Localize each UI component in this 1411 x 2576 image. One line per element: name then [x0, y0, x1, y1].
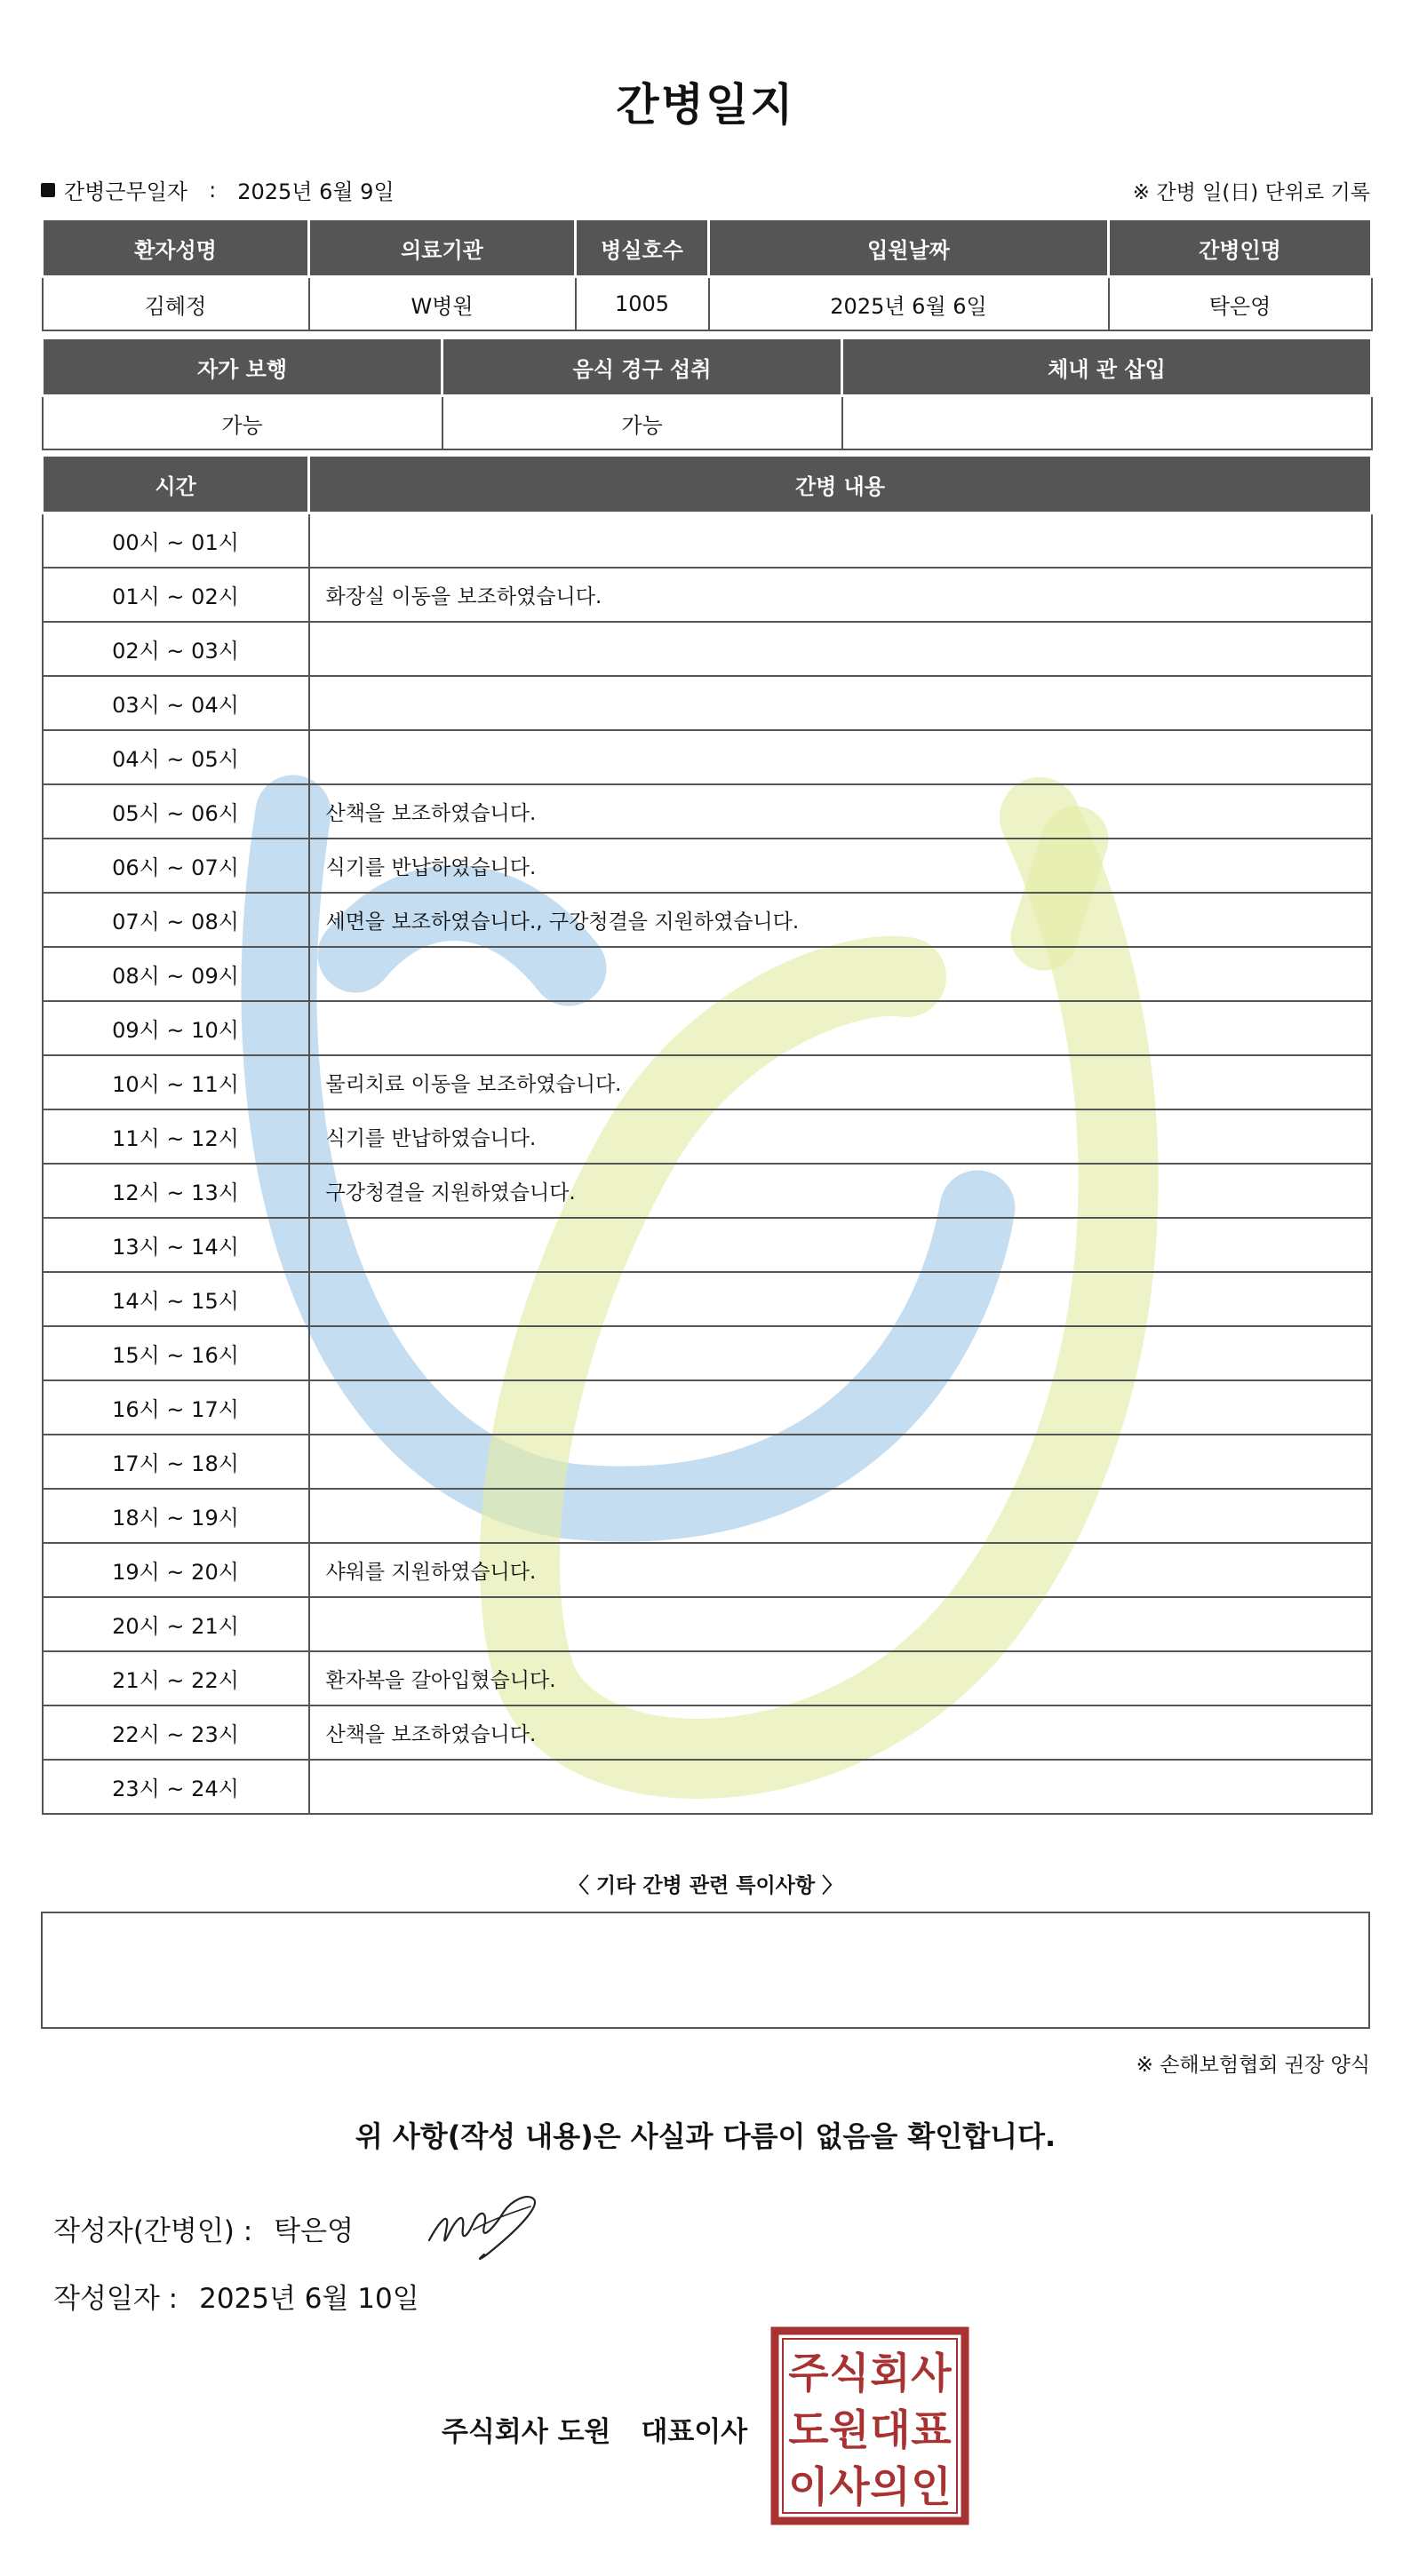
care-log-row	[43, 1001, 1372, 1055]
care-log-content-field[interactable]	[309, 622, 1372, 676]
care-log-time: 04시 ~ 05시	[43, 730, 309, 784]
care-log-content-field[interactable]	[309, 1489, 1372, 1543]
seal-character: 이	[788, 2463, 829, 2512]
care-log-time: 03시 ~ 04시	[43, 676, 309, 730]
care-log-time: 01시 ~ 02시	[43, 568, 309, 622]
seal-character: 대	[870, 2406, 911, 2455]
care-log-row	[43, 568, 1372, 622]
care-log-row	[43, 730, 1372, 784]
seal-character: 사	[911, 2349, 952, 2398]
hospital-field[interactable]: W병원	[309, 277, 576, 331]
oral-intake-field[interactable]: 가능	[442, 396, 842, 450]
care-log-content-field[interactable]	[309, 1326, 1372, 1380]
header-hospital: 의료기관	[309, 220, 576, 277]
care-log-row	[43, 1164, 1372, 1218]
care-log-time: 22시 ~ 23시	[43, 1705, 309, 1760]
care-log-row	[43, 1380, 1372, 1435]
seal-character: 의	[870, 2463, 911, 2512]
patient-name-field[interactable]: 김혜정	[43, 277, 309, 331]
care-log-row	[43, 1705, 1372, 1760]
seal-character: 식	[829, 2349, 870, 2398]
care-log-content-field[interactable]	[309, 1760, 1372, 1814]
written-date-label: 작성일자 :	[53, 2283, 179, 2315]
care-log-time: 15시 ~ 16시	[43, 1326, 309, 1380]
work-date-separator: :	[209, 177, 217, 203]
writer-name: 탁은영	[274, 2215, 355, 2247]
header-room-number: 병실호수	[576, 220, 709, 277]
written-date-value: 2025년 6월 10일	[199, 2283, 419, 2315]
hourly-care-log-table	[41, 457, 1373, 1815]
care-log-time: 19시 ~ 20시	[43, 1543, 309, 1597]
seal-character: 도	[788, 2406, 829, 2455]
care-log-content-field[interactable]	[309, 1001, 1372, 1055]
care-log-time: 14시 ~ 15시	[43, 1272, 309, 1326]
notice-title: 〈 기타 간병 관련 특이사항 〉	[568, 1874, 843, 1897]
header-tube-insertion: 체내 관 삽입	[842, 339, 1372, 396]
care-log-content-field[interactable]	[309, 513, 1372, 568]
daily-record-note: ※ 간병 일(日) 단위로 기록	[1132, 181, 1370, 204]
care-log-row	[43, 1489, 1372, 1543]
care-log-content-field[interactable]	[309, 1272, 1372, 1326]
care-log-header-row	[43, 457, 1372, 513]
header-care-content: 간병 내용	[309, 457, 1372, 513]
seal-character: 인	[911, 2463, 952, 2512]
care-log-row	[43, 1651, 1372, 1705]
patient-status-table	[41, 339, 1373, 450]
care-log-content-field[interactable]: 식기를 반납하였습니다.	[309, 839, 1372, 893]
care-log-time: 21시 ~ 22시	[43, 1651, 309, 1705]
patient-info-table	[41, 220, 1373, 331]
care-log-time: 12시 ~ 13시	[43, 1164, 309, 1218]
seal-character: 사	[829, 2463, 870, 2512]
work-date-label: 간병근무일자	[64, 179, 188, 204]
care-log-row	[43, 784, 1372, 839]
header-oral-intake: 음식 경구 섭취	[442, 339, 842, 396]
seal-character: 표	[911, 2406, 952, 2455]
patient-info-header-row	[43, 220, 1372, 277]
care-log-content-field[interactable]: 식기를 반납하였습니다.	[309, 1109, 1372, 1164]
care-log-content-field[interactable]	[309, 1380, 1372, 1435]
status-header-row	[43, 339, 1372, 396]
care-log-time: 06시 ~ 07시	[43, 839, 309, 893]
care-log-row	[43, 1218, 1372, 1272]
care-log-body	[43, 513, 1372, 1815]
care-log-row	[43, 1272, 1372, 1326]
work-date-row	[41, 174, 395, 205]
care-log-row	[43, 1597, 1372, 1651]
writer-row	[53, 2208, 354, 2248]
page-title: 간병일지	[616, 79, 795, 131]
writer-label: 작성자(간병인) :	[53, 2215, 253, 2247]
header-time: 시간	[43, 457, 309, 513]
care-log-row	[43, 1109, 1372, 1164]
care-log-row	[43, 1326, 1372, 1380]
care-log-time: 18시 ~ 19시	[43, 1489, 309, 1543]
care-log-time: 00시 ~ 01시	[43, 513, 309, 568]
self-walking-field[interactable]: 가능	[43, 396, 442, 450]
handwritten-signature	[422, 2185, 546, 2265]
care-log-content-field[interactable]	[309, 1597, 1372, 1651]
care-log-time: 08시 ~ 09시	[43, 947, 309, 1001]
care-log-content-field[interactable]: 환자복을 갈아입혔습니다.	[309, 1651, 1372, 1705]
care-log-time: 07시 ~ 08시	[43, 893, 309, 947]
status-value-row	[43, 396, 1372, 450]
care-log-row	[43, 893, 1372, 947]
seal-character: 원	[829, 2406, 870, 2455]
care-log-content-field[interactable]: 구강청결을 지원하였습니다.	[309, 1164, 1372, 1218]
care-log-row	[43, 839, 1372, 893]
care-log-row	[43, 947, 1372, 1001]
care-log-content-field[interactable]	[309, 676, 1372, 730]
company-name: 주식회사 도원	[442, 2416, 611, 2448]
care-log-row	[43, 622, 1372, 676]
care-log-content-field[interactable]	[309, 730, 1372, 784]
seal-character: 회	[870, 2349, 911, 2398]
care-log-time: 10시 ~ 11시	[43, 1055, 309, 1109]
patient-info-value-row	[43, 277, 1372, 331]
header-admission-date: 입원날짜	[709, 220, 1109, 277]
care-log-time: 17시 ~ 18시	[43, 1435, 309, 1489]
care-log-time: 05시 ~ 06시	[43, 784, 309, 839]
care-log-content-field[interactable]: 물리치료 이동을 보조하였습니다.	[309, 1055, 1372, 1109]
care-log-time: 09시 ~ 10시	[43, 1001, 309, 1055]
form-source-note: ※ 손해보험협회 권장 양식	[1136, 2054, 1370, 2077]
care-log-content-field[interactable]: 샤워를 지원하였습니다.	[309, 1543, 1372, 1597]
admission-date-field[interactable]: 2025년 6월 6일	[709, 277, 1109, 331]
care-log-time: 13시 ~ 14시	[43, 1218, 309, 1272]
work-date-value: 2025년 6월 9일	[237, 179, 395, 204]
header-patient-name: 환자성명	[43, 220, 309, 277]
care-log-row	[43, 1543, 1372, 1597]
tube-insertion-field[interactable]	[842, 396, 1372, 450]
caregiver-name-field[interactable]: 탁은영	[1109, 277, 1372, 331]
care-log-row	[43, 513, 1372, 568]
care-log-time: 20시 ~ 21시	[43, 1597, 309, 1651]
care-log-content-field[interactable]: 세면을 보조하였습니다., 구강청결을 지원하였습니다.	[309, 893, 1372, 947]
care-log-content-field[interactable]	[309, 1218, 1372, 1272]
care-log-time: 23시 ~ 24시	[43, 1760, 309, 1814]
care-log-time: 11시 ~ 12시	[43, 1109, 309, 1164]
header-caregiver-name: 간병인명	[1109, 220, 1372, 277]
care-log-content-field[interactable]: 화장실 이동을 보조하였습니다.	[309, 568, 1372, 622]
square-bullet-icon	[41, 183, 55, 197]
company-row	[442, 2409, 747, 2449]
room-number-field[interactable]: 1005	[576, 277, 709, 331]
written-date-row	[53, 2276, 419, 2316]
seal-character: 주	[788, 2349, 829, 2398]
care-log-row	[43, 1435, 1372, 1489]
care-log-time: 16시 ~ 17시	[43, 1380, 309, 1435]
care-log-row	[43, 1055, 1372, 1109]
company-seal-stamp	[769, 2326, 970, 2526]
care-log-content-field[interactable]: 산책을 보조하였습니다.	[309, 784, 1372, 839]
confirmation-statement: 위 사항(작성 내용)은 사실과 다름이 없음을 확인합니다.	[355, 2119, 1056, 2153]
header-self-walking: 자가 보행	[43, 339, 442, 396]
care-log-content-field[interactable]	[309, 947, 1372, 1001]
care-log-row	[43, 1760, 1372, 1814]
notice-content-field[interactable]	[41, 1912, 1370, 2029]
care-log-row	[43, 676, 1372, 730]
care-log-content-field[interactable]: 산책을 보조하였습니다.	[309, 1705, 1372, 1760]
company-title: 대표이사	[641, 2416, 748, 2448]
care-log-time: 02시 ~ 03시	[43, 622, 309, 676]
care-log-content-field[interactable]	[309, 1435, 1372, 1489]
